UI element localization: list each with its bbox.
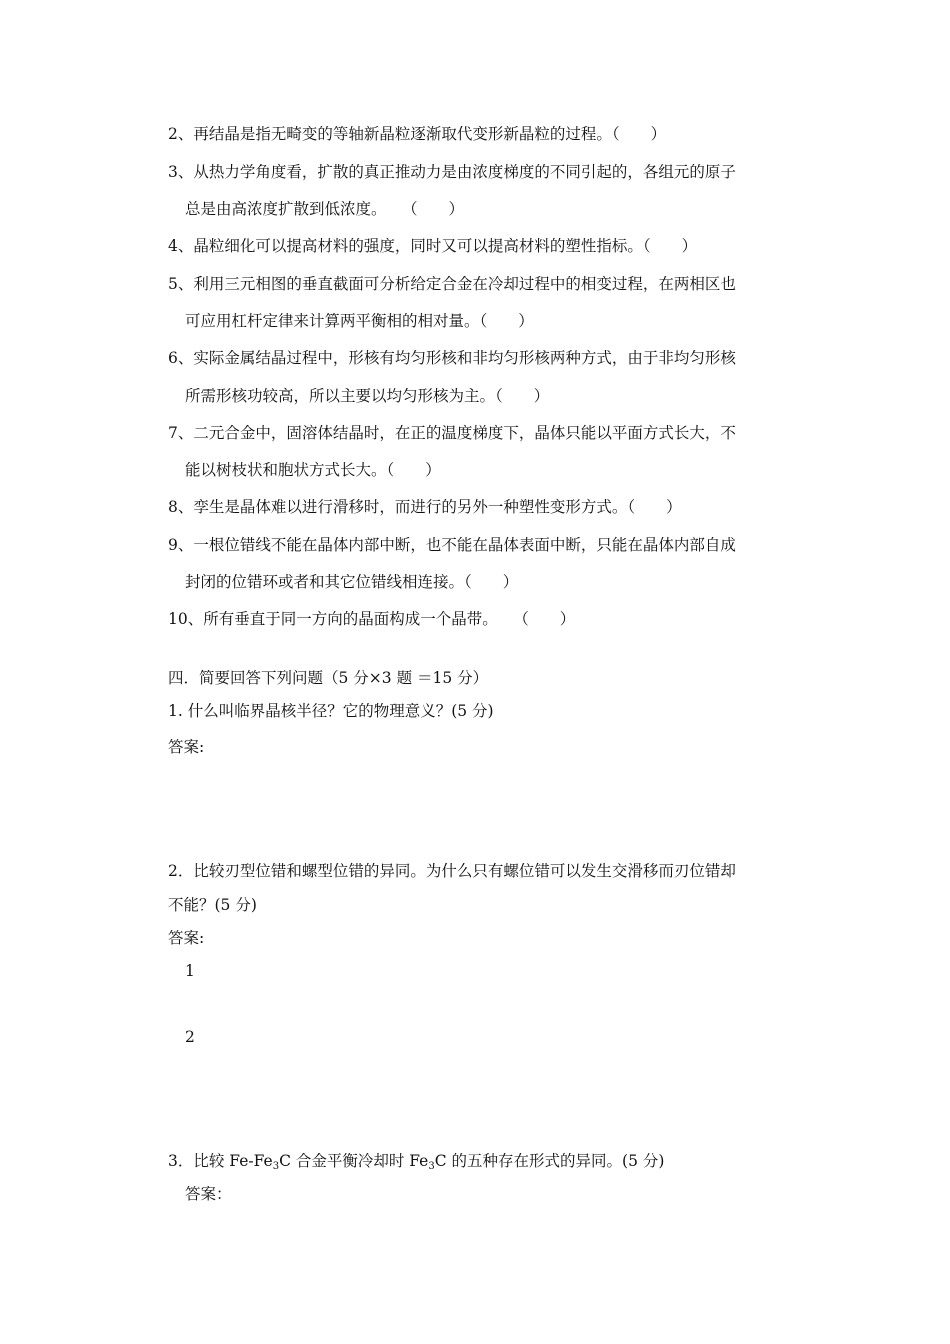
statement-7-line-2: 能以树枝状和胞状方式长大。（ ） [185, 461, 441, 479]
answer-point-2: 2 [185, 1028, 195, 1046]
question-3-prefix: 3．比较 Fe-Fe [168, 1152, 273, 1170]
section-heading: 四．简要回答下列问题（5 分×3 题 ＝15 分） [168, 669, 489, 687]
statement-3-line-1: 3、从热力学角度看，扩散的真正推动力是由浓度梯度的不同引起的，各组元的原子 [168, 163, 736, 181]
statement-5-line-1: 5、利用三元相图的垂直截面可分析给定合金在冷却过程中的相变过程，在两相区也 [168, 275, 736, 293]
answer-label-2: 答案: [168, 929, 205, 947]
statement-8: 8、孪生是晶体难以进行滑移时，而进行的另外一种塑性变形方式。（ ） [168, 498, 682, 516]
statement-3-line-2: 总是由高浓度扩散到低浓度。 （ ） [185, 200, 465, 218]
question-3-suffix: C 的五种存在形式的异同。(5 分) [434, 1152, 665, 1170]
question-2-line-2: 不能？(5 分) [168, 896, 257, 914]
statement-4: 4、晶粒细化可以提高材料的强度，同时又可以提高材料的塑性指标。（ ） [168, 237, 698, 255]
question-3-subscript-2: 3 [428, 1161, 435, 1172]
question-3-middle: C 合金平衡冷却时 Fe [279, 1152, 429, 1170]
answer-label-3: 答案： [185, 1185, 232, 1203]
statement-10: 10、所有垂直于同一方向的晶面构成一个晶带。 （ ） [168, 610, 576, 628]
statement-9-line-2: 封闭的位错环或者和其它位错线相连接。（ ） [185, 573, 519, 591]
statement-9-line-1: 9、一根位错线不能在晶体内部中断，也不能在晶体表面中断，只能在晶体内部自成 [168, 536, 736, 554]
question-3 [168, 1151, 664, 1171]
statement-7-line-1: 7、二元合金中，固溶体结晶时，在正的温度梯度下，晶体只能以平面方式长大，不 [168, 424, 736, 442]
question-1: 1. 什么叫临界晶核半径？它的物理意义？(5 分) [168, 702, 494, 720]
question-2-line-1: 2．比较刃型位错和螺型位错的异同。为什么只有螺位错可以发生交滑移而刃位错却 [168, 862, 736, 880]
statement-6-line-2: 所需形核功较高，所以主要以均匀形核为主。（ ） [185, 387, 550, 405]
statement-6-line-1: 6、实际金属结晶过程中，形核有均匀形核和非均匀形核两种方式，由于非均匀形核 [168, 349, 736, 367]
question-3-subscript-1: 3 [272, 1161, 280, 1172]
statement-2: 2、再结晶是指无畸变的等轴新晶粒逐渐取代变形新晶粒的过程。（ ） [168, 125, 667, 143]
answer-point-1: 1 [185, 962, 195, 980]
statement-5-line-2: 可应用杠杆定律来计算两平衡相的相对量。（ ） [185, 312, 534, 330]
answer-label-1: 答案: [168, 738, 205, 756]
